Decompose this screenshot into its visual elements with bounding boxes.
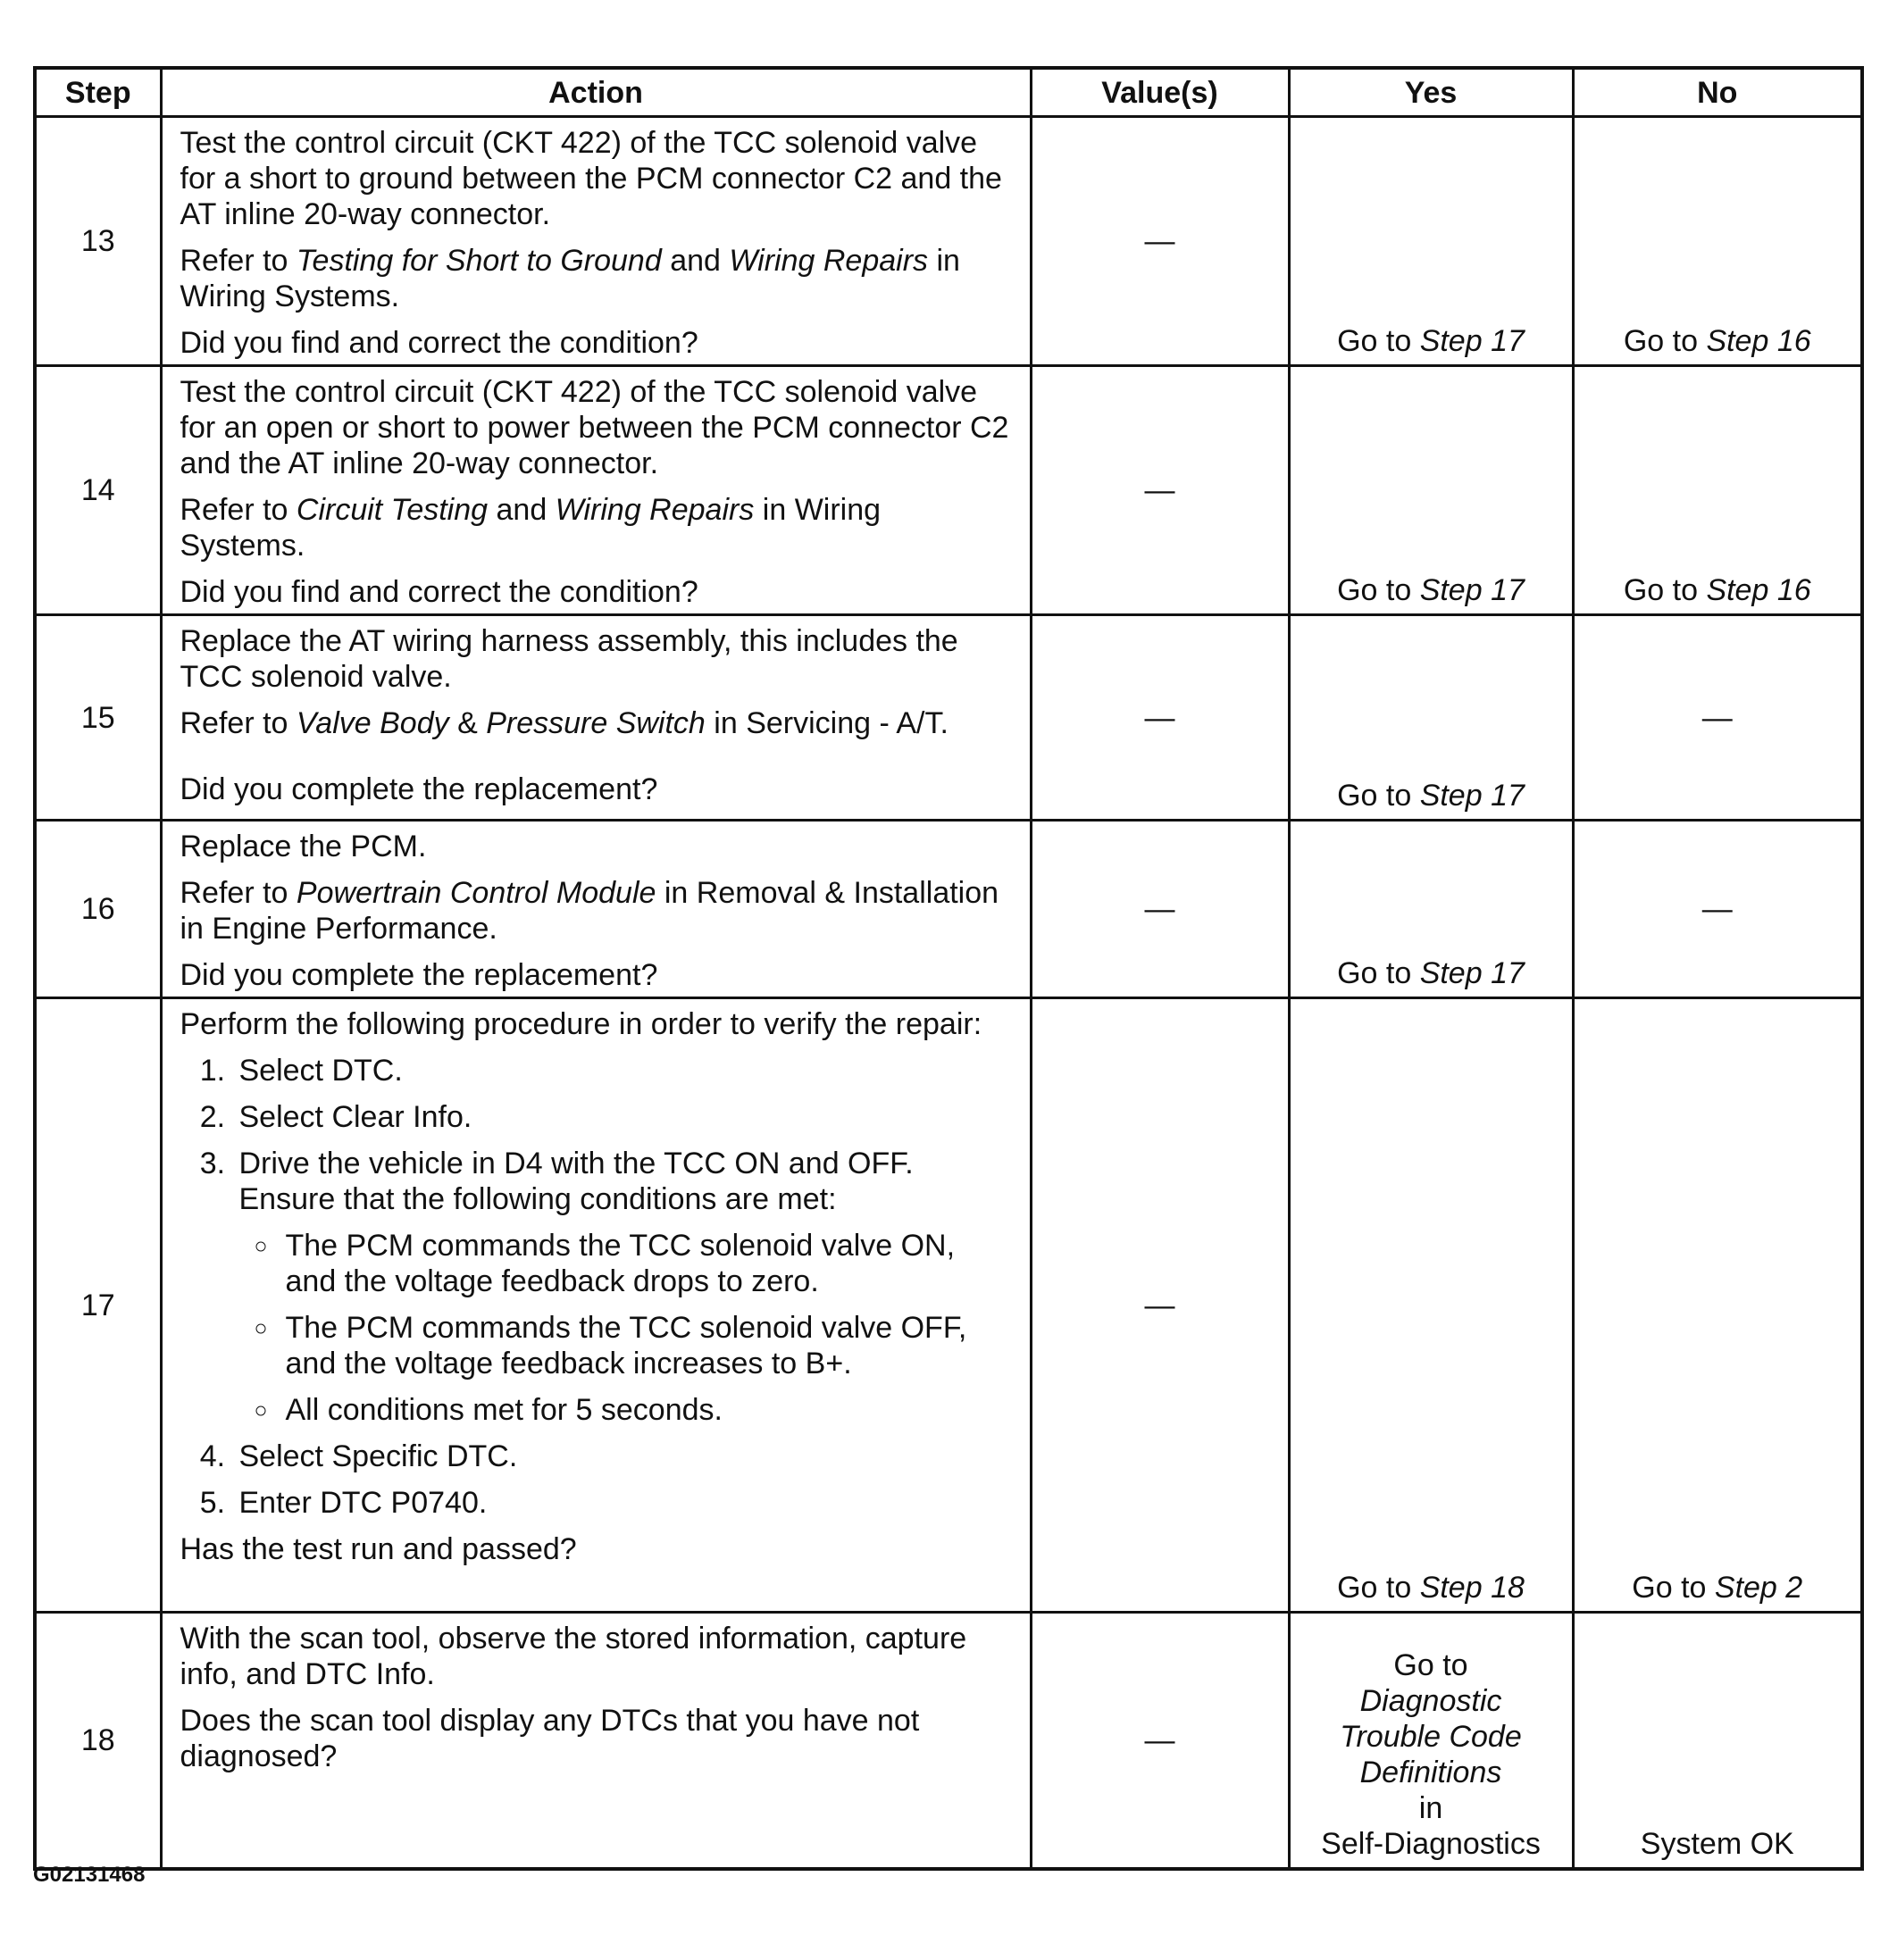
figure-id: G02131468 (33, 1863, 146, 1887)
step-link: Step 18 (1419, 1571, 1525, 1605)
list-item: 5. Enter DTC P0740. (234, 1485, 1012, 1521)
yes-cell: Go to Step 18 (1289, 998, 1573, 1613)
action-cell (161, 998, 1031, 1613)
action-reference: Refer to Circuit Testing and Wiring Repairs in Wiring Systems. (180, 493, 882, 563)
value-cell: — (1031, 117, 1289, 366)
action-text: Replace the AT wiring harness assembly, this includes the TCC solenoid valve. (180, 624, 958, 694)
no-cell: — (1573, 615, 1862, 821)
step-number: 17 (35, 998, 161, 1613)
reference-link: Wiring Repairs (729, 244, 929, 278)
header-yes: Yes (1289, 68, 1573, 117)
list-item: 3. Drive the vehicle in D4 with the TCC ON and OFF. Ensure that the following conditions are met: ◦ The PCM commands the TCC solenoid valve ON, and the voltage feedback drops to zero. ◦ The PCM commands the TCC solenoid valve OFF, and the voltage feedback increases to B+. ◦ All conditions met for 5 seconds. (234, 1146, 1012, 1428)
condition-list (239, 1228, 1012, 1428)
action-question: Did you find and correct the condition? (180, 326, 698, 360)
action-question: Does the scan tool display any DTCs that you have not diagnosed? (180, 1704, 920, 1773)
list-item: ◦ The PCM commands the TCC solenoid valve OFF, and the voltage feedback increases to B+. (280, 1310, 1012, 1381)
yes-line: Definitions (1359, 1755, 1502, 1789)
no-cell: — (1573, 821, 1862, 998)
step-link: Step 17 (1419, 956, 1525, 990)
action-cell (161, 366, 1031, 615)
action-cell (161, 821, 1031, 998)
reference-link: Testing for Short to Ground (296, 244, 662, 278)
action-text: With the scan tool, observe the stored information, capture info, and DTC Info. (180, 1622, 967, 1691)
step-link: Step 2 (1714, 1571, 1803, 1605)
action-question: Did you find and correct the condition? (180, 575, 698, 609)
header-step: Step (35, 68, 161, 117)
yes-cell: Go to Step 17 (1289, 117, 1573, 366)
reference-link: Circuit Testing (296, 493, 489, 527)
yes-cell: Go to Step 17 (1289, 366, 1573, 615)
no-cell: Go to Step 16 (1573, 117, 1862, 366)
header-values: Value(s) (1031, 68, 1289, 117)
step-link: Step 17 (1419, 324, 1525, 358)
action-text: Test the control circuit (CKT 422) of the TCC solenoid valve for an open or short to power between the PCM connector C2 and the AT inline 20-way connector. (180, 375, 1009, 480)
action-question: Did you complete the replacement? (180, 958, 658, 992)
yes-line: Go to (1393, 1647, 1468, 1682)
header-row (35, 68, 1862, 117)
action-cell (161, 1613, 1031, 1869)
action-reference: Refer to Powertrain Control Module in Removal & Installation in Engine Performance. (180, 876, 999, 946)
header-no: No (1573, 68, 1862, 117)
step-number: 13 (35, 117, 161, 366)
yes-line: Self-Diagnostics (1321, 1826, 1541, 1861)
action-text: Replace the PCM. (180, 830, 427, 863)
list-item: 1. Select DTC. (234, 1053, 1012, 1088)
table-row (35, 366, 1862, 615)
yes-cell (1289, 1613, 1573, 1869)
yes-line: Diagnostic (1359, 1683, 1502, 1718)
diagnostic-table (33, 66, 1864, 1871)
value-cell: — (1031, 366, 1289, 615)
step-number: 15 (35, 615, 161, 821)
table-row (35, 117, 1862, 366)
table-row (35, 821, 1862, 998)
action-cell (161, 117, 1031, 366)
list-item: ◦ The PCM commands the TCC solenoid valve ON, and the voltage feedback drops to zero. (280, 1228, 1012, 1299)
reference-link: Pressure Switch (486, 706, 706, 740)
action-reference: Refer to Valve Body & Pressure Switch in Servicing - A/T. (180, 706, 948, 740)
step-number: 14 (35, 366, 161, 615)
step-number: 16 (35, 821, 161, 998)
no-cell: Go to Step 16 (1573, 366, 1862, 615)
value-cell: — (1031, 1613, 1289, 1869)
procedure-list (180, 1053, 1012, 1521)
table-row (35, 615, 1862, 821)
no-cell: System OK (1573, 1613, 1862, 1869)
step-link: Step 16 (1706, 324, 1811, 358)
value-cell: — (1031, 615, 1289, 821)
yes-cell: Go to Step 17 (1289, 821, 1573, 998)
yes-line: Trouble Code (1340, 1719, 1522, 1754)
step-number: 18 (35, 1613, 161, 1869)
action-cell (161, 615, 1031, 821)
yes-line: in (1418, 1790, 1443, 1825)
action-question: Has the test run and passed? (180, 1532, 577, 1566)
step-link: Step 17 (1419, 779, 1525, 813)
reference-link: Powertrain Control Module (296, 876, 656, 910)
table-row (35, 998, 1862, 1613)
yes-cell: Go to Step 17 (1289, 615, 1573, 821)
list-item: 4. Select Specific DTC. (234, 1439, 1012, 1474)
value-cell: — (1031, 821, 1289, 998)
list-item: ◦ All conditions met for 5 seconds. (280, 1392, 1012, 1428)
reference-link: Valve Body (296, 706, 449, 740)
action-text: Perform the following procedure in order to verify the repair: (180, 1007, 982, 1041)
no-cell: Go to Step 2 (1573, 998, 1862, 1613)
step-link: Step 17 (1419, 573, 1525, 607)
action-text: Test the control circuit (CKT 422) of the TCC solenoid valve for a short to ground between the PCM connector C2 and the AT inline 20-way connector. (180, 126, 1002, 231)
reference-link: Wiring Repairs (555, 493, 755, 527)
action-reference: Refer to Testing for Short to Ground and Wiring Repairs in Wiring Systems. (180, 244, 960, 313)
header-action: Action (161, 68, 1031, 117)
table-row (35, 1613, 1862, 1869)
list-item: 2. Select Clear Info. (234, 1099, 1012, 1135)
action-question: Did you complete the replacement? (180, 772, 658, 806)
step-link: Step 16 (1706, 573, 1811, 607)
value-cell: — (1031, 998, 1289, 1613)
